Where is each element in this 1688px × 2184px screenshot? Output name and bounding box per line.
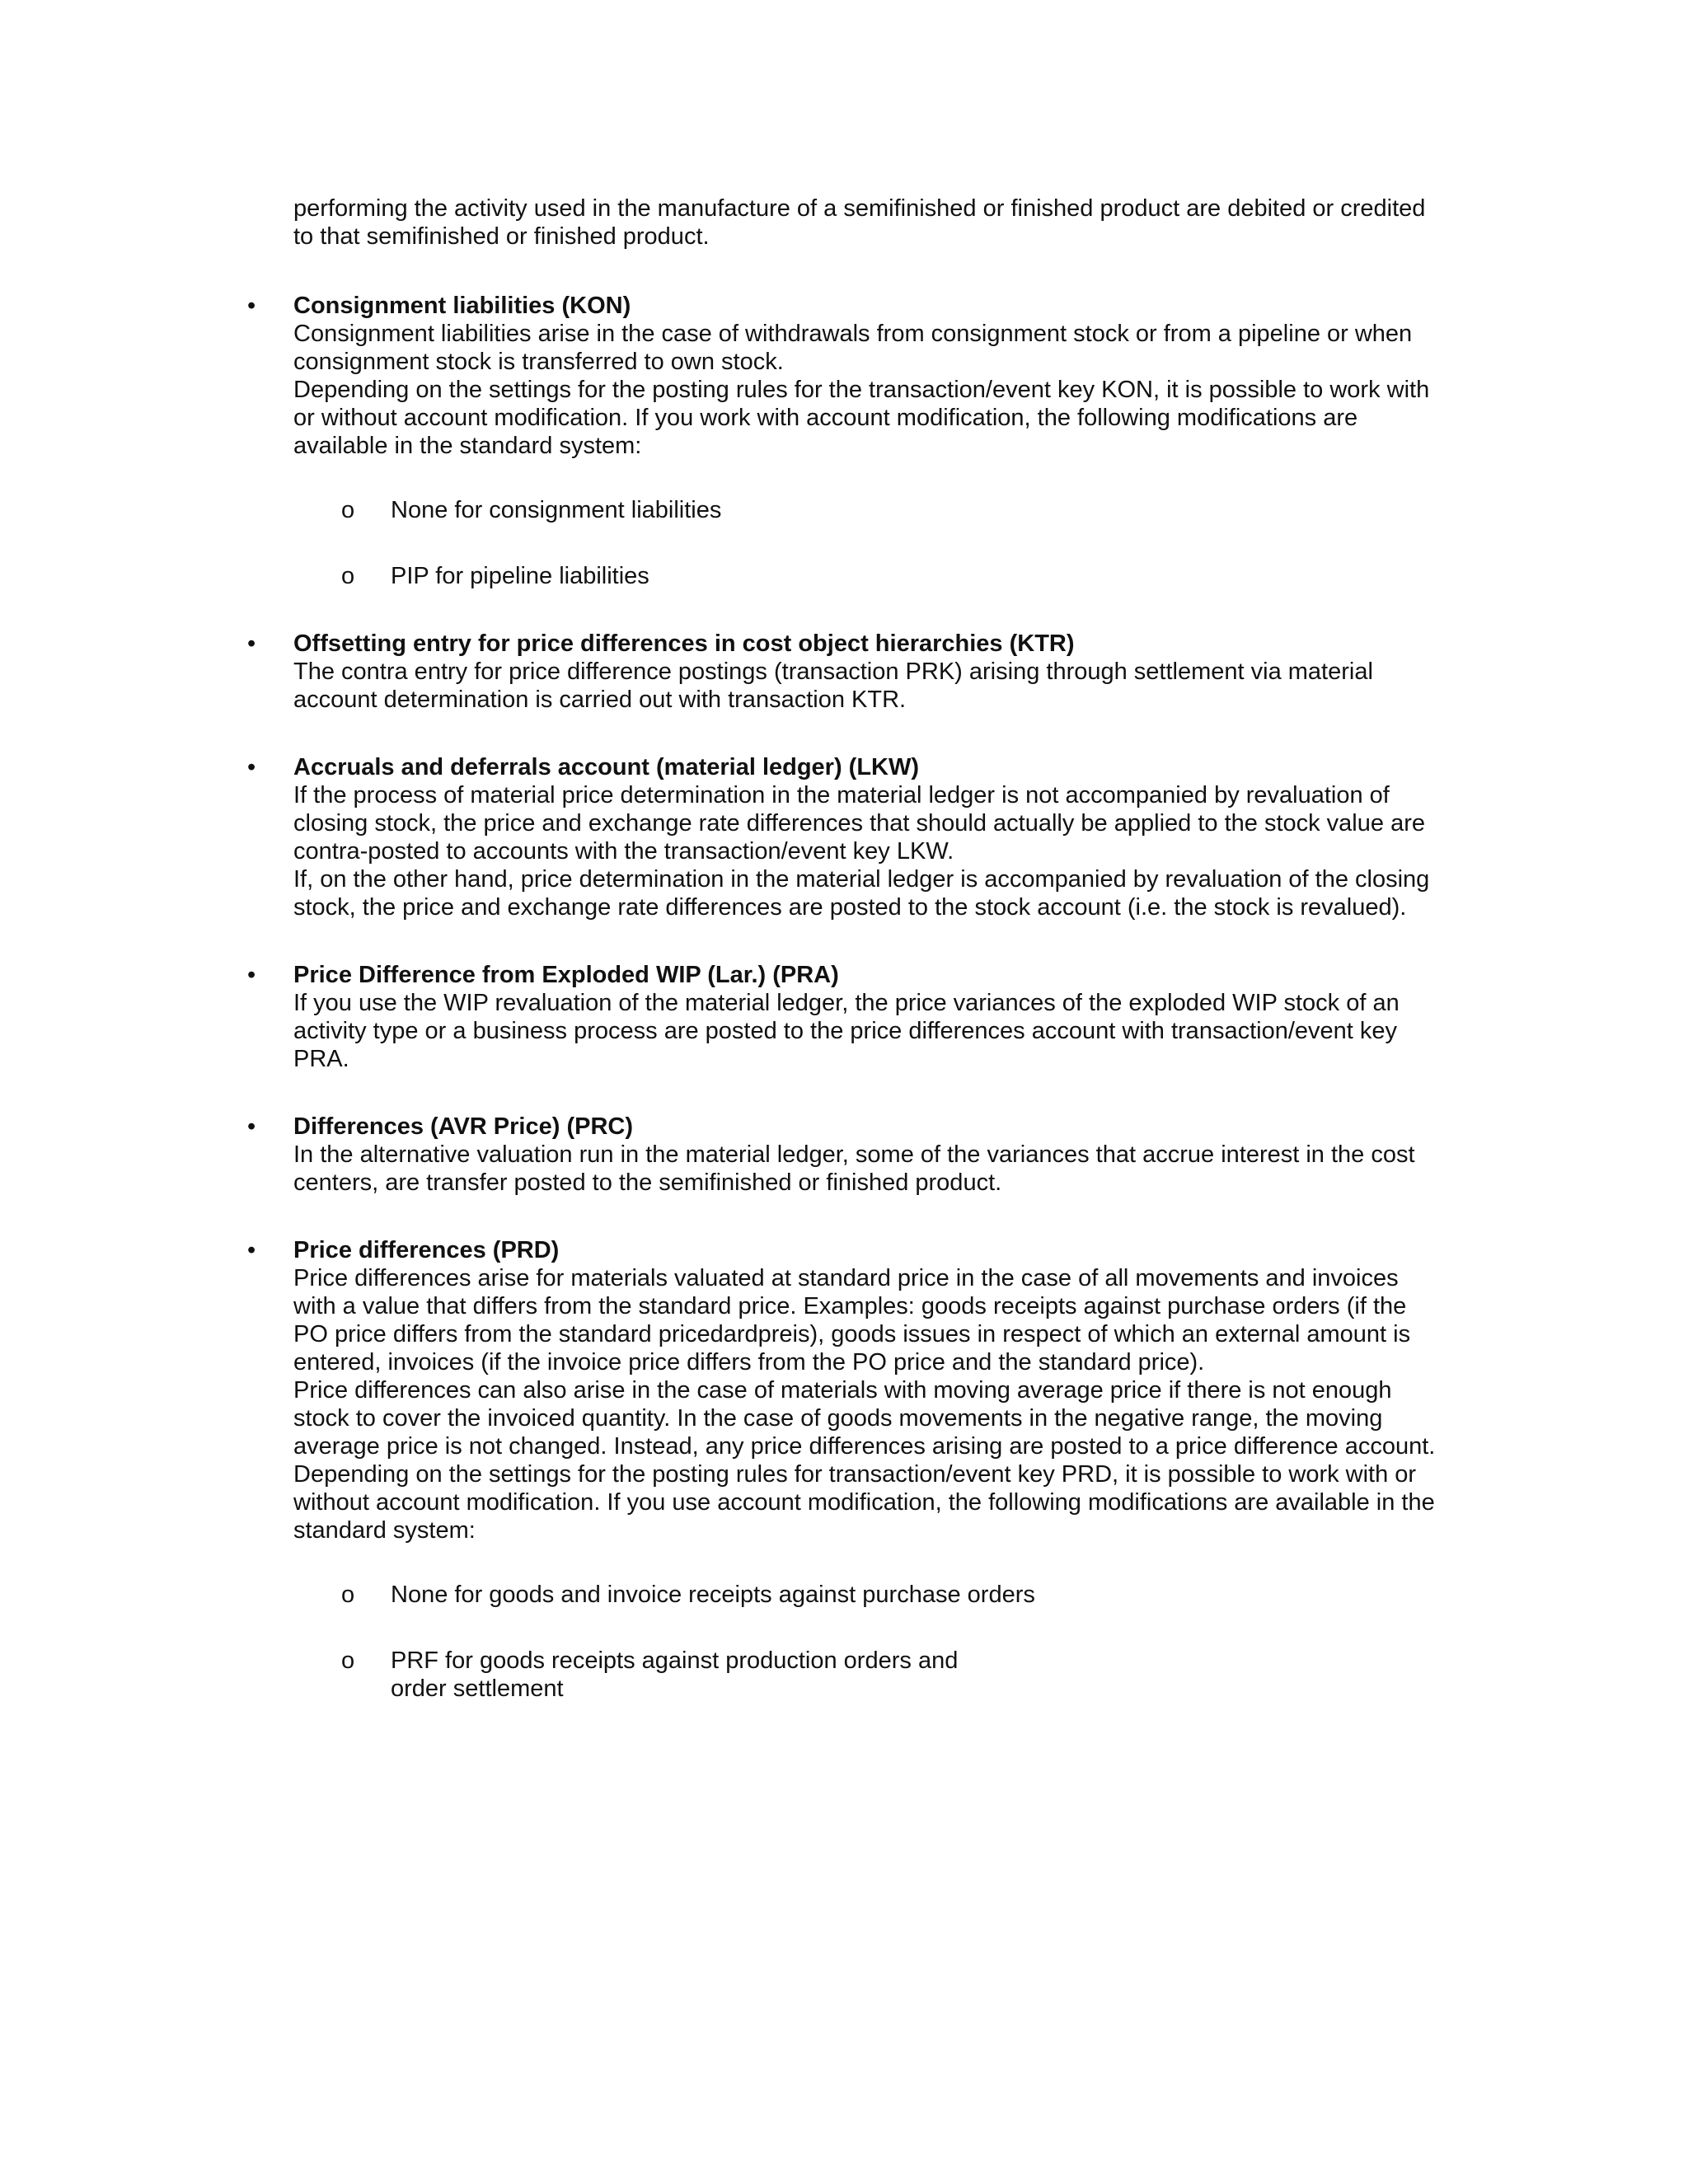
section-ktr xyxy=(247,630,1472,714)
body-line: If, on the other hand, price determination in the material ledger is accompanied by revaluation of the closing xyxy=(293,866,1430,893)
section-body xyxy=(293,989,1472,1073)
section-body xyxy=(293,1141,1472,1197)
lead-line: to that semifinished or finished product. xyxy=(293,223,710,250)
body-line: without account modification. If you use account modification, the following modifications are available in the xyxy=(293,1489,1435,1516)
sub-list xyxy=(293,496,1472,590)
section-title: Consignment liabilities (KON) xyxy=(293,293,631,319)
body-line: available in the standard system: xyxy=(293,433,642,459)
bullet-icon: • xyxy=(247,630,256,657)
bullet-icon: • xyxy=(247,962,256,988)
body-line: Depending on the settings for the posting rules for transaction/event key PRD, it is possible to work with or xyxy=(293,1461,1417,1488)
body-line: If you use the WIP revaluation of the material ledger, the price variances of the exploded WIP stock of an xyxy=(293,990,1400,1016)
body-line: contra-posted to accounts with the transaction/event key LKW. xyxy=(293,838,954,865)
body-line: Consignment liabilities arise in the case of withdrawals from consignment stock or from a pipeline or when xyxy=(293,321,1413,347)
sub-item xyxy=(293,496,1472,524)
section-kon xyxy=(247,292,1472,590)
body-line: account determination is carried out with transaction KTR. xyxy=(293,687,907,713)
section-title: Accruals and deferrals account (material ledger) (LKW) xyxy=(293,754,920,780)
section-lkw xyxy=(247,753,1472,921)
body-line: In the alternative valuation run in the material ledger, some of the variances that accrue interest in the cost xyxy=(293,1141,1415,1168)
page-content xyxy=(247,194,1472,1742)
body-line: stock, the price and exchange rate differences are posted to the stock account (i.e. the stock is revalued). xyxy=(293,894,1407,921)
body-line: centers, are transfer posted to the semifinished or finished product. xyxy=(293,1169,1002,1196)
body-line: consignment stock is transferred to own stock. xyxy=(293,349,784,375)
bullet-icon: • xyxy=(247,1113,256,1140)
sub-item xyxy=(293,1581,1472,1609)
section-prc xyxy=(247,1113,1472,1197)
body-line: PRA. xyxy=(293,1046,349,1072)
sub-item-line: order settlement xyxy=(391,1675,564,1702)
body-line: average price is not changed. Instead, any price differences arising are posted to a price difference account. xyxy=(293,1433,1436,1460)
sub-item-line: PIP for pipeline liabilities xyxy=(391,563,649,589)
sub-item-line: None for goods and invoice receipts against purchase orders xyxy=(391,1582,1035,1608)
body-line: Price differences arise for materials valuated at standard price in the case of all movements and invoices xyxy=(293,1265,1399,1291)
sub-item-line: None for consignment liabilities xyxy=(391,497,722,523)
circle-bullet-icon: o xyxy=(341,563,355,589)
body-line: or without account modification. If you work with account modification, the following modifications are xyxy=(293,405,1358,431)
section-prd xyxy=(247,1236,1472,1703)
section-title: Offsetting entry for price differences in cost object hierarchies (KTR) xyxy=(293,630,1075,657)
body-line: entered, invoices (if the invoice price differs from the PO price and the standard price). xyxy=(293,1349,1205,1376)
bullet-icon: • xyxy=(247,293,256,319)
section-pra xyxy=(247,961,1472,1073)
sub-item xyxy=(293,562,1472,590)
body-line: If the process of material price determination in the material ledger is not accompanied by revaluation of xyxy=(293,782,1390,808)
sub-list xyxy=(293,1581,1472,1703)
circle-bullet-icon: o xyxy=(341,497,355,523)
section-title: Price differences (PRD) xyxy=(293,1237,560,1263)
body-line: activity type or a business process are posted to the price differences account with transaction/event key xyxy=(293,1018,1398,1044)
lead-paragraph xyxy=(293,194,1472,251)
body-line: The contra entry for price difference postings (transaction PRK) arising through settlement via material xyxy=(293,658,1373,685)
circle-bullet-icon: o xyxy=(341,1647,355,1674)
body-line: Price differences can also arise in the case of materials with moving average price if there is not enough xyxy=(293,1377,1392,1404)
sub-item-line: PRF for goods receipts against production orders and xyxy=(391,1647,959,1674)
section-body xyxy=(293,658,1472,714)
body-line: with a value that differs from the standard price. Examples: goods receipts against purchase orders (if the xyxy=(293,1293,1407,1319)
body-line: stock to cover the invoiced quantity. In the case of goods movements in the negative range, the moving xyxy=(293,1405,1383,1432)
section-body xyxy=(293,1264,1472,1544)
body-line: standard system: xyxy=(293,1517,476,1544)
circle-bullet-icon: o xyxy=(341,1582,355,1608)
body-line: closing stock, the price and exchange rate differences that should actually be applied to the stock value are xyxy=(293,810,1425,837)
bullet-icon: • xyxy=(247,1237,256,1263)
section-body xyxy=(293,781,1472,921)
sub-item xyxy=(293,1647,1472,1703)
body-line: PO price differs from the standard pricedardpreis), goods issues in respect of which an external amount is xyxy=(293,1321,1411,1347)
section-body xyxy=(293,320,1472,460)
body-line: Depending on the settings for the posting rules for the transaction/event key KON, it is possible to work with xyxy=(293,377,1430,403)
bullet-icon: • xyxy=(247,754,256,780)
lead-line: performing the activity used in the manufacture of a semifinished or finished product are debited or credited xyxy=(293,195,1426,222)
section-title: Price Difference from Exploded WIP (Lar.) (PRA) xyxy=(293,962,839,988)
section-title: Differences (AVR Price) (PRC) xyxy=(293,1113,634,1140)
